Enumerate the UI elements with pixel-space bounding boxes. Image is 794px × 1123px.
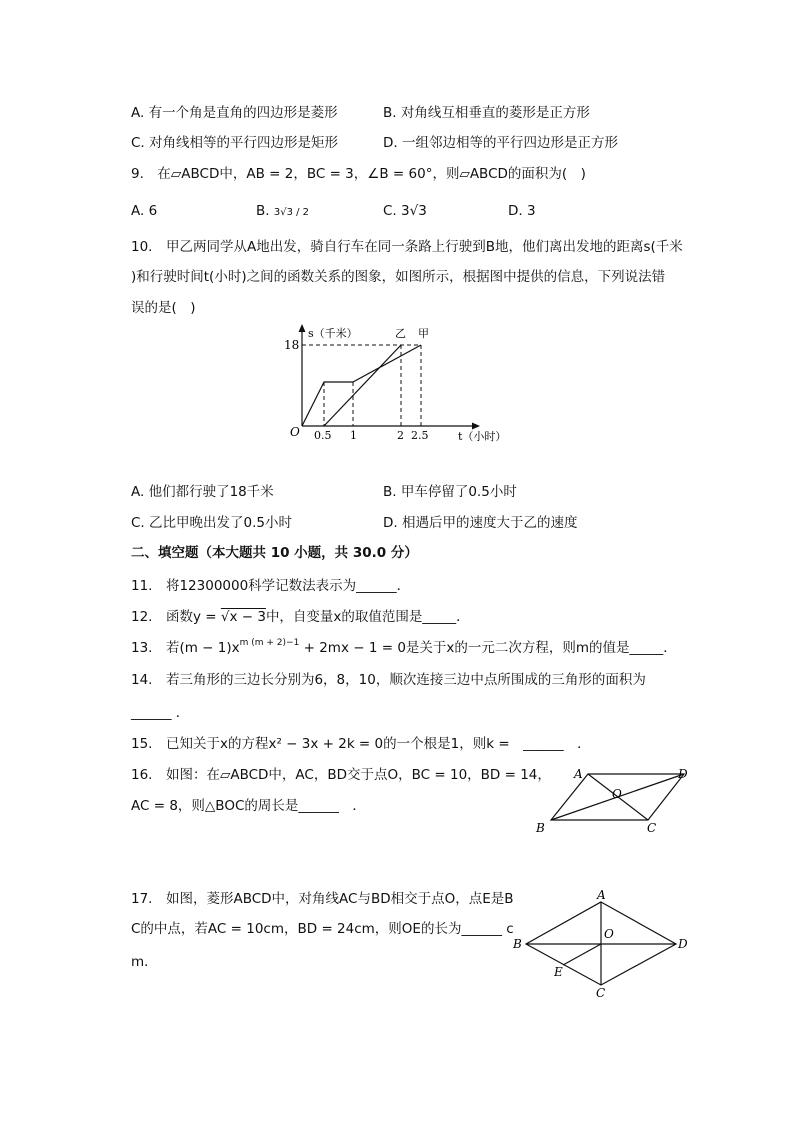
q16-parallelogram-figure [530, 762, 700, 840]
q10-stem-line3: 误的是( ) [131, 300, 196, 316]
q14-line2: ______ ． [131, 705, 190, 721]
vertex-d: D [678, 767, 688, 781]
point-o: O [612, 787, 622, 801]
point-o: O [604, 927, 614, 941]
q10-stem-line2: )和行驶时间t(小时)之间的函数关系的图象，如图所示，根据图中提供的信息，下列说法错 [131, 269, 666, 285]
q8-option-c: C. 对角线相等的平行四边形是矩形 [131, 135, 339, 151]
segment-oe [563, 944, 601, 965]
q17-line3: m． [131, 954, 158, 970]
q10-option-a: A. 他们都行驶了18千米 [131, 484, 274, 500]
vertex-b: B [513, 937, 522, 951]
section-heading: 二、填空题（本大题共 10 小题，共 30.0 分） [131, 545, 418, 561]
q12-suffix: 中，自变量x的取值范围是_____． [265, 609, 470, 625]
q9-option-a: A. 6 [131, 203, 158, 219]
q13 [131, 639, 677, 659]
q13-prefix: 13. 若(m − 1)x [131, 640, 240, 656]
q10-stem-line1: 10. 甲乙两同学从A地出发，骑自行车在同一条路上行驶到B地，他们离出发地的距离s(千米 [131, 239, 683, 255]
q10-option-d: D. 相遇后甲的速度大于乙的速度 [383, 515, 578, 531]
q11: 11. 将12300000科学记数法表示为______． [131, 578, 411, 594]
vertex-a: A [597, 888, 606, 902]
vertex-b: B [536, 821, 545, 835]
q13-suffix: + 2mx − 1 = 0是关于x的一元二次方程，则m的值是_____． [299, 640, 677, 656]
q9-option-b-label: B. [256, 203, 270, 219]
y-axis-label: s（千米） [308, 327, 358, 340]
y-axis-arrow [299, 324, 306, 332]
origin-label: O [290, 425, 300, 439]
x-tick-1: 1 [350, 429, 357, 442]
q9-option-c: C. 3√3 [383, 203, 427, 219]
q16-line2: AC = 8，则△BOC的周长是______ ． [131, 798, 366, 814]
q10-option-c: C. 乙比甲晚出发了0.5小时 [131, 515, 292, 531]
vertex-c: C [647, 821, 657, 835]
q17-line2: C的中点，若AC = 10cm，BD = 24cm，则OE的长为______ c [131, 921, 514, 937]
label-jia: 甲 [418, 327, 429, 340]
q13-exponent: m (m + 2)−1 [239, 638, 300, 648]
vertex-d: D [678, 937, 688, 951]
x-tick-2: 2 [397, 429, 404, 442]
y-tick-18: 18 [284, 338, 300, 352]
q12 [131, 608, 470, 626]
q17-rhombus-figure [508, 888, 698, 1000]
series-jia [302, 345, 421, 426]
point-e: E [554, 965, 563, 979]
q9-stem: 9. 在▱ABCD中，AB = 2，BC = 3，∠B = 60°，则▱ABCD的面积为( ) [131, 166, 586, 182]
label-yi: 乙 [395, 327, 406, 340]
q8-option-a: A. 有一个角是直角的四边形是菱形 [131, 105, 338, 121]
x-axis-arrow [472, 423, 480, 430]
q9-option-d: D. 3 [508, 203, 536, 219]
q15: 15. 已知关于x的方程x² − 3x + 2k = 0的一个根是1，则k = ______ ． [131, 736, 591, 752]
vertex-a: A [574, 767, 583, 781]
q16-line1: 16. 如图：在▱ABCD中，AC，BD交于点O，BC = 10，BD = 14， [131, 767, 551, 783]
x-tick-2.5: 2.5 [411, 429, 429, 442]
q17-line1: 17. 如图，菱形ABCD中，对角线AC与BD相交于点O，点E是B [131, 891, 514, 907]
q10-option-b: B. 甲车停留了0.5小时 [383, 484, 517, 500]
q14-line1: 14. 若三角形的三边长分别为6，8，10，顺次连接三边中点所围成的三角形的面积为 [131, 672, 646, 688]
q8-option-b: B. 对角线互相垂直的菱形是正方形 [383, 105, 590, 121]
series-yi [324, 345, 401, 426]
q9-option-b-value: 3√3 / 2 [273, 207, 310, 218]
vertex-c: C [596, 986, 606, 1000]
x-axis-label: t（小时） [458, 430, 507, 443]
q10-distance-time-graph [280, 322, 510, 452]
q9-option-b [256, 202, 309, 222]
x-tick-0.5: 0.5 [314, 429, 332, 442]
q8-option-d: D. 一组邻边相等的平行四边形是正方形 [383, 135, 618, 151]
q12-radical: √x − 3 [220, 609, 266, 625]
q12-prefix: 12. 函数y = [131, 609, 221, 625]
